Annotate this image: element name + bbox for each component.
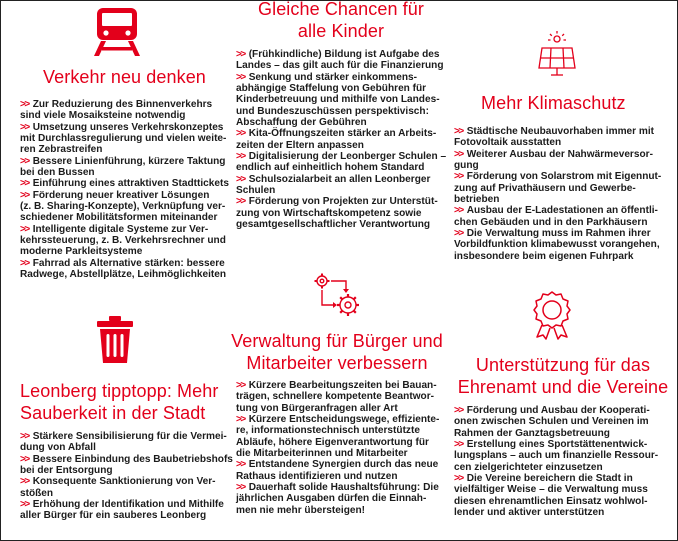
bullet-line: zung von Wirtschaftskompetenz sowie <box>236 207 422 219</box>
bullet-line: >> Kürzere Entscheidungswege, effiziente- <box>236 414 440 426</box>
bullet-line: >> Kita-Öffnungszeiten stärker an Arbeits- <box>236 128 437 140</box>
bullet-item <box>454 205 676 228</box>
bullet-list-klima <box>454 126 676 262</box>
bullet-line: jährlichen Ausgaben dürfen die Einnah- <box>236 493 427 505</box>
bullet-item <box>20 99 245 122</box>
bullet-item <box>20 499 245 522</box>
bullet-arrow-icon: >> <box>20 499 29 511</box>
bullet-item <box>454 405 676 439</box>
bullet-line: >> Entstandene Synergien durch das neue <box>236 459 439 471</box>
bullet-line: diesen ehrenamtlichen Einsatz wohlwol- <box>454 495 648 507</box>
bullet-line: re, informationstechnisch unterstützte <box>236 425 420 437</box>
bullet-item <box>454 439 676 473</box>
bullet-line: und Bundeszuschüssen perspektivisch: <box>236 105 429 117</box>
bullet-item <box>20 476 245 499</box>
bullet-arrow-icon: >> <box>236 459 245 471</box>
process-gears-icon <box>313 272 361 318</box>
bullet-item <box>236 174 451 197</box>
bullet-item <box>20 156 245 179</box>
section-title-verwaltung: Verwaltung für Bürger und Mitarbeiter verbessern <box>231 331 443 373</box>
bullet-arrow-icon: >> <box>454 148 463 160</box>
bullet-line: >> Ausbau der E-Ladestationen an öffentli- <box>454 205 658 217</box>
bullet-item <box>454 149 676 172</box>
bullet-line: Rahmen der Ganztagsbetreuung <box>454 427 610 439</box>
bullet-line: >> Kürzere Bearbeitungszeiten bei Bauan- <box>236 380 437 391</box>
bullet-line: bei der Entsorgung <box>20 465 113 477</box>
bullet-line: endlich auf einheitlich hohem Standard <box>236 162 425 174</box>
bullet-line: >> Förderung von Solarstrom mit Eigennut- <box>454 171 662 183</box>
trash-bin-icon <box>95 315 135 365</box>
bullet-item <box>20 190 245 224</box>
bullet-line: kehrssteuerung, z. B. Verkehrsrechner und <box>20 235 226 247</box>
bullet-line: lungsplans – auch um finanzielle Ressour- <box>454 450 659 462</box>
bullet-line: moderne Parkleitsysteme <box>20 246 143 258</box>
bullet-list-sauberkeit <box>20 431 245 522</box>
bullet-line: >> Zur Reduzierung des Binnenverkehrs <box>20 99 213 110</box>
bullet-line: >> Erhöhung der Identifikation und Mithilfe <box>20 499 224 511</box>
bullet-list-verwaltung <box>236 380 451 516</box>
bullet-arrow-icon: >> <box>236 414 245 426</box>
bullet-line: gung <box>454 160 479 172</box>
bullet-line: dung von Abfall <box>20 442 96 454</box>
bullet-line: Rathaus identifizieren und nutzen <box>236 470 398 482</box>
train-icon <box>93 6 141 58</box>
bullet-line: >> Einführung eines attraktiven Stadttickets <box>20 178 229 190</box>
section-title-klima: Mehr Klimaschutz <box>481 93 626 113</box>
bullet-line: insbesondere beim eigenen Fuhrpark <box>454 250 634 262</box>
bullet-item <box>20 454 245 477</box>
bullet-line: tung von Bürgeranfragen aller Art <box>236 402 398 414</box>
bullet-item <box>236 482 451 516</box>
bullet-line: >> Senkung und stärker einkommens- <box>236 71 417 83</box>
bullet-line: Abläufe, höhere Eigenverantwortung für <box>236 436 429 448</box>
bullet-item <box>236 72 451 129</box>
bullet-line: Radwege, Abstellplätze, Leihmöglichkeiten <box>20 269 227 281</box>
bullet-arrow-icon: >> <box>454 439 463 451</box>
bullet-item <box>20 122 245 156</box>
bullet-arrow-icon: >> <box>454 205 463 217</box>
bullet-line: >> Förderung und Ausbau der Kooperati- <box>454 405 650 416</box>
bullet-arrow-icon: >> <box>20 178 29 190</box>
bullet-line: >> Stärkere Sensibilisierung für die Vermei- <box>20 431 227 442</box>
bullet-arrow-icon: >> <box>20 99 29 110</box>
bullet-arrow-icon: >> <box>454 228 463 240</box>
bullet-arrow-icon: >> <box>20 476 29 488</box>
bullet-item <box>20 224 245 258</box>
bullet-item <box>20 258 245 281</box>
bullet-list-verkehr <box>20 99 245 281</box>
bullet-line: aller Bürger für ein sauberes Leonberg <box>20 510 207 522</box>
bullet-item <box>236 196 451 230</box>
bullet-list-ehrenamt <box>454 405 676 518</box>
bullet-arrow-icon: >> <box>236 482 245 494</box>
bullet-arrow-icon: >> <box>20 155 29 167</box>
section-title-ehrenamt: Unterstützung für das Ehrenamt und die Vereine <box>457 355 669 397</box>
bullet-item <box>454 228 676 262</box>
bullet-line: chen Gebäuden und in den Parkhäusern <box>454 216 648 228</box>
bullet-line: >> Dauerhaft solide Haushaltsführung: Die <box>236 482 439 494</box>
bullet-item <box>20 431 245 454</box>
bullet-item <box>454 473 676 518</box>
bullet-line: sind viele Mosaiksteine notwendig <box>20 110 186 122</box>
bullet-line: abhängige Staffelung von Gebühren für <box>236 83 427 95</box>
bullet-arrow-icon: >> <box>20 223 29 235</box>
bullet-line: lender und aktiver unterstützen <box>454 507 605 519</box>
bullet-item <box>454 126 676 149</box>
bullet-line: >> Die Vereine bereichern die Stadt in <box>454 473 633 485</box>
award-ribbon-icon <box>530 290 574 340</box>
bullet-line: (z. B. Sharing-Konzepte), Verknüpfung ver- <box>20 201 226 213</box>
bullet-arrow-icon: >> <box>236 151 245 163</box>
section-title-sauberkeit: Leonberg tipptopp: Mehr Sauberkeit in der Stadt <box>20 381 219 423</box>
bullet-line: vielfältiger Weise – die Verwaltung muss <box>454 484 648 496</box>
bullet-line: cen zielgerichteter einzusetzen <box>454 461 603 473</box>
bullet-item <box>236 459 451 482</box>
bullet-arrow-icon: >> <box>20 257 29 269</box>
bullet-line: zeiten der Eltern anpassen <box>236 139 364 151</box>
bullet-item <box>236 49 451 72</box>
bullet-arrow-icon: >> <box>454 473 463 485</box>
section-title-chancen: Gleiche Chancen für alle Kinder <box>258 0 424 41</box>
bullet-line: onen zwischen Schulen und Vereinen im <box>454 416 649 428</box>
bullet-line: >> (Frühkindliche) Bildung ist Aufgabe des <box>236 49 440 60</box>
solar-panel-icon <box>538 30 576 78</box>
bullet-line: >> Fahrrad als Alternative stärken: bessere <box>20 257 225 269</box>
bullet-arrow-icon: >> <box>236 196 245 208</box>
bullet-item <box>454 171 676 205</box>
bullet-line: die Mitarbeiterinnen und Mitarbeiter <box>236 448 408 460</box>
bullet-line: >> Intelligente digitale Systeme zur Ver- <box>20 223 209 235</box>
bullet-line: >> Förderung neuer kreativer Lösungen <box>20 189 210 201</box>
bullet-line: >> Konsequente Sanktionierung von Ver- <box>20 476 216 488</box>
bullet-arrow-icon: >> <box>20 189 29 201</box>
bullet-line: >> Städtische Neubauvorhaben immer mit <box>454 126 655 137</box>
bullet-list-chancen <box>236 49 451 231</box>
bullet-line: schiedener Mobilitätsformen miteinander <box>20 212 218 224</box>
bullet-line: betrieben <box>454 194 500 206</box>
bullet-line: gesamtgesellschaftlicher Verantwortung <box>236 219 431 231</box>
bullet-arrow-icon: >> <box>236 173 245 185</box>
bullet-line: bei den Bussen <box>20 167 95 179</box>
bullet-line: >> Förderung von Projekten zur Unterstüt- <box>236 196 438 208</box>
bullet-arrow-icon: >> <box>236 71 245 83</box>
bullet-line: Abschaffung der Gebühren <box>236 117 367 129</box>
bullet-line: >> Schulsozialarbeit an allen Leonberger <box>236 173 431 185</box>
bullet-item <box>236 128 451 151</box>
bullet-line: >> Bessere Linienführung, kürzere Taktung <box>20 155 226 167</box>
bullet-item <box>20 178 245 189</box>
bullet-line: >> Weiterer Ausbau der Nahwärmeversor- <box>454 148 653 160</box>
bullet-arrow-icon: >> <box>454 405 463 416</box>
bullet-arrow-icon: >> <box>20 431 29 442</box>
bullet-line: stößen <box>20 487 54 499</box>
bullet-arrow-icon: >> <box>236 49 245 60</box>
bullet-line: Vorbildfunktion klimabewusst vorangehen, <box>454 239 660 251</box>
bullet-arrow-icon: >> <box>454 126 463 137</box>
bullet-line: men nie mehr übersteigen! <box>236 504 366 516</box>
bullet-item <box>236 414 451 459</box>
bullet-arrow-icon: >> <box>20 453 29 465</box>
bullet-line: trägen, schnellere kompetente Beantwor- <box>236 391 435 403</box>
bullet-line: Fotovoltaik ausstatten <box>454 137 562 149</box>
bullet-line: mit Durchlassregulierung und vielen weite- <box>20 133 227 145</box>
bullet-line: Kinderbetreuung und mithilfe von Landes- <box>236 94 440 106</box>
bullet-arrow-icon: >> <box>236 380 245 391</box>
bullet-line: >> Umsetzung unseres Verkehrskonzeptes <box>20 121 224 133</box>
bullet-item <box>236 151 451 174</box>
bullet-arrow-icon: >> <box>20 121 29 133</box>
bullet-line: >> Digitalisierung der Leonberger Schulen – <box>236 151 447 163</box>
bullet-item <box>236 380 451 414</box>
bullet-line: zung auf Privathäusern und Gewerbe- <box>454 182 636 194</box>
bullet-line: >> Die Verwaltung muss im Rahmen ihrer <box>454 228 651 240</box>
bullet-line: Schulen <box>236 185 276 197</box>
bullet-line: Landes – das gilt auch für die Finanzierung <box>236 60 444 72</box>
bullet-arrow-icon: >> <box>236 128 245 140</box>
bullet-line: >> Bessere Einbindung des Baubetriebshofs <box>20 453 233 465</box>
bullet-line: ren Zebrastreifen <box>20 144 103 156</box>
bullet-line: >> Erstellung eines Sportstättenentwick- <box>454 439 648 451</box>
bullet-arrow-icon: >> <box>454 171 463 183</box>
section-title-verkehr: Verkehr neu denken <box>43 67 206 87</box>
